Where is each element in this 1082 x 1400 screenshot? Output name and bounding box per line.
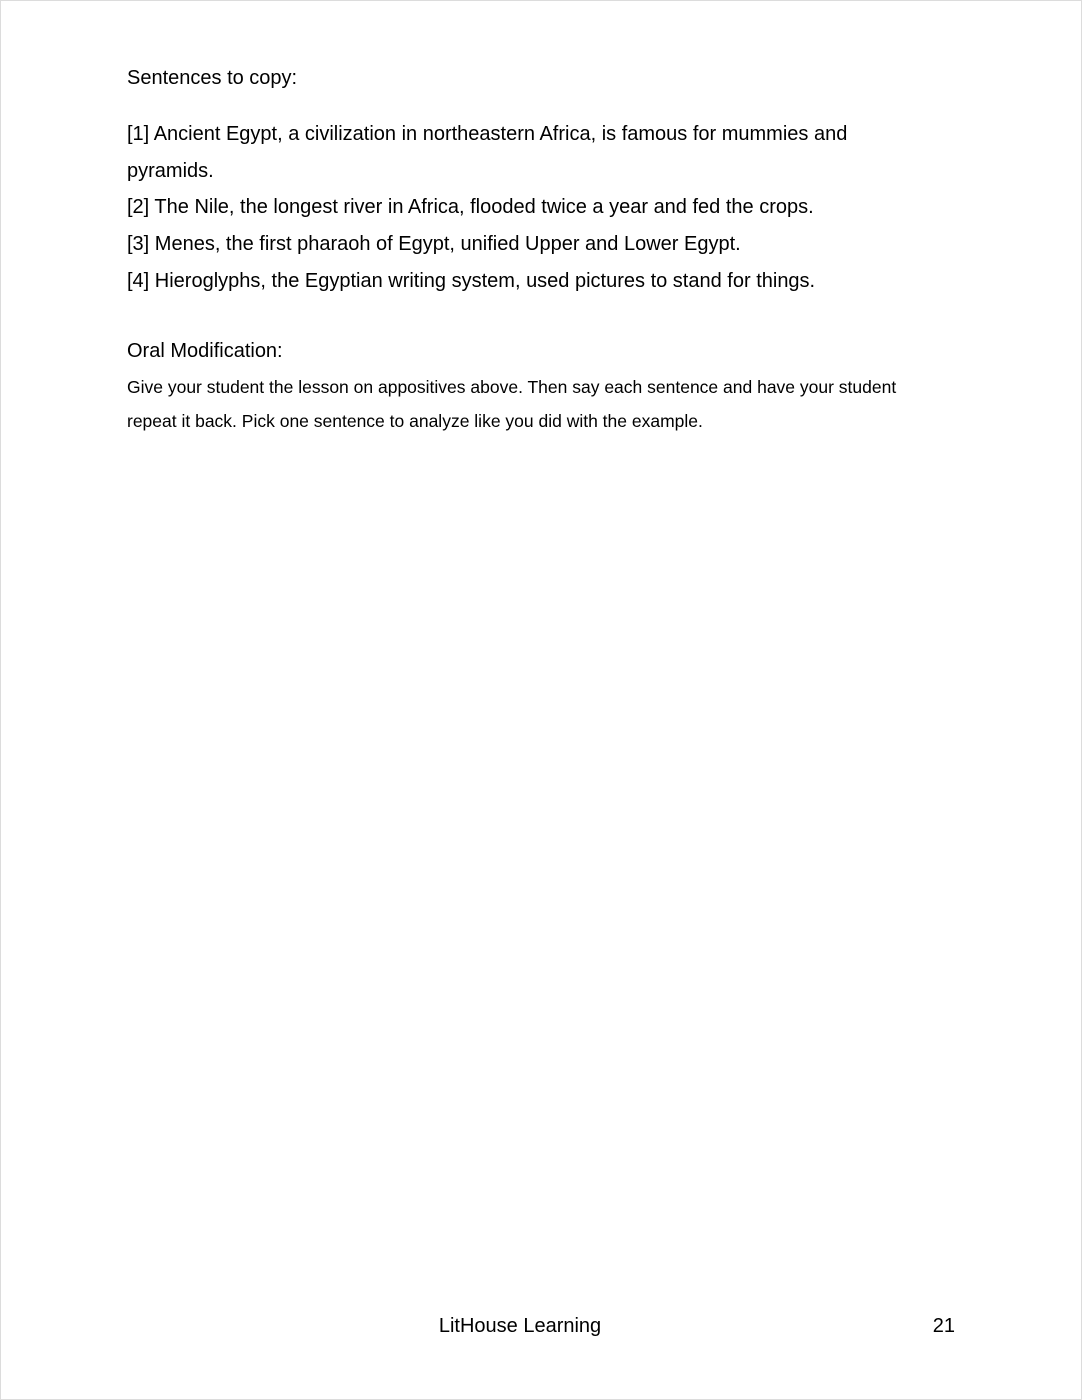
sentences-list [127,116,927,300]
sentence-item: [4] Hieroglyphs, the Egyptian writing system, used pictures to stand for things. [127,269,816,292]
sentence-item: [2] The Nile, the longest river in Africa, flooded twice a year and fed the crops. [127,196,814,219]
page-number: 21 [932,1315,955,1337]
oral-modification-body: Give your student the lesson on appositives above. Then say each sentence and have your student repeat it back. Pick one sentence to analyze like you did with the example. [127,377,897,431]
sentence-item: [1] Ancient Egypt, a civilization in northeastern Africa, is famous for mummies and pyramids. [127,123,848,182]
sentences-heading: Sentences to copy: [127,67,298,89]
sentence-item: [3] Menes, the first pharaoh of Egypt, unified Upper and Lower Egypt. [127,233,741,256]
footer-publisher: LitHouse Learning [438,1315,602,1337]
oral-modification-heading: Oral Modification: [127,340,283,362]
